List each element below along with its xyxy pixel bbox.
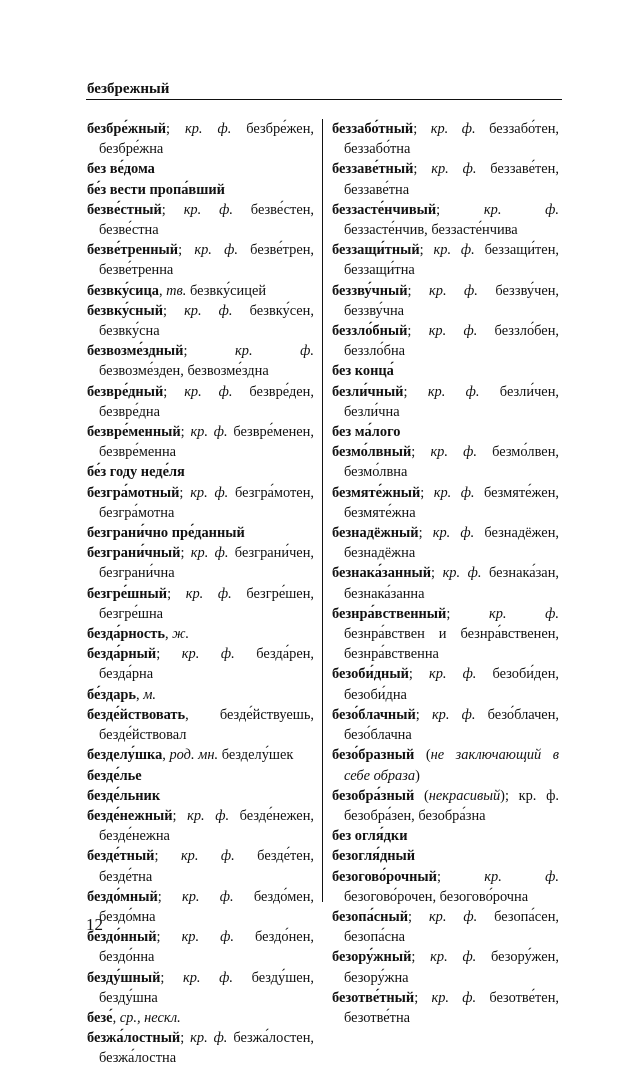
entry-headword: безнадёжный bbox=[332, 525, 419, 542]
entry-grammar-label: кр. ф. bbox=[442, 565, 482, 582]
entry-separator: , bbox=[136, 686, 144, 703]
entry-forms: безоби́ден, безоби́дна bbox=[344, 666, 559, 703]
entry-forms: безвозме́зден, безвозме́здна bbox=[99, 363, 269, 380]
entry-headword: бе́з году неде́ля bbox=[87, 464, 185, 481]
entry-separator: , bbox=[112, 1009, 120, 1026]
entry-grammar-label: кр. ф. bbox=[187, 807, 230, 824]
dictionary-entry bbox=[332, 604, 559, 665]
entry-headword: бе́з вести пропа́вший bbox=[87, 181, 225, 198]
entry-separator: ; bbox=[154, 848, 181, 865]
entry-forms: безнадёжен, безнадёжна bbox=[344, 525, 559, 562]
column-divider bbox=[322, 119, 323, 902]
entry-forms: безве́трен, безве́тренна bbox=[99, 242, 315, 279]
entry-headword: безвре́менный bbox=[87, 424, 181, 441]
header-rule bbox=[86, 99, 562, 100]
entry-forms: бездо́нен, бездо́нна bbox=[99, 929, 314, 966]
entry-grammar-label: м. bbox=[143, 686, 157, 703]
entry-separator: ; bbox=[407, 908, 429, 925]
dictionary-entry bbox=[87, 462, 314, 482]
dictionary-entry bbox=[332, 846, 559, 866]
entry-headword: беззву́чный bbox=[332, 282, 408, 299]
page-number: 12 bbox=[86, 915, 103, 934]
entry-separator: ( bbox=[414, 747, 431, 764]
dictionary-entry bbox=[87, 382, 314, 422]
entry-forms: беззаве́тен, беззаве́тна bbox=[344, 161, 559, 198]
entry-headword: безде́йствовать bbox=[87, 706, 186, 723]
dictionary-entry bbox=[87, 523, 314, 543]
dictionary-entry bbox=[332, 483, 559, 523]
entry-separator: ; bbox=[163, 302, 185, 319]
entry-headword: безотве́тный bbox=[332, 989, 415, 1006]
right-column bbox=[332, 119, 559, 1028]
entry-grammar-label: кр. ф. bbox=[184, 302, 233, 319]
entry-grammar-label: кр. ф. bbox=[235, 343, 314, 360]
dictionary-entry bbox=[87, 301, 314, 341]
entry-forms: безнра́вствен и безнра́вственен, безнра́вственна bbox=[344, 626, 559, 663]
entry-separator: ; bbox=[161, 201, 184, 218]
entry-grammar-label: кр. ф. bbox=[489, 605, 559, 622]
entry-headword: безвозме́здный bbox=[87, 343, 184, 360]
entry-separator: , bbox=[158, 282, 167, 299]
dictionary-entry bbox=[87, 745, 314, 765]
entry-headword: бездо́мный bbox=[87, 888, 158, 905]
entry-forms: бездо́мен, бездо́мна bbox=[99, 888, 314, 925]
entry-grammar-label: кр. ф. bbox=[181, 929, 234, 946]
entry-headword: беззасте́нчивый bbox=[332, 201, 437, 218]
entry-separator: ; bbox=[413, 121, 431, 137]
entry-separator: ; bbox=[160, 969, 183, 986]
entry-headword: безогля́дный bbox=[332, 848, 416, 865]
running-head: безбрежный bbox=[87, 81, 170, 97]
dictionary-entry bbox=[332, 988, 559, 1028]
entry-headword: безору́жный bbox=[332, 949, 412, 966]
entry-headword: беззабо́тный bbox=[332, 121, 414, 137]
entry-separator: ; bbox=[167, 585, 186, 602]
entry-forms: безнака́зан, безнака́занна bbox=[344, 565, 559, 602]
entry-headword: безграни́чно пре́данный bbox=[87, 525, 245, 542]
dictionary-entry bbox=[332, 947, 559, 987]
entry-forms: безграни́чен, безграни́чна bbox=[99, 545, 314, 582]
entry-separator: ; bbox=[419, 242, 434, 259]
entry-grammar-label: тв. bbox=[166, 282, 187, 299]
dictionary-entry bbox=[332, 907, 559, 947]
entry-separator: ; bbox=[420, 484, 434, 501]
entry-grammar-label: кр. ф. bbox=[430, 121, 476, 137]
entry-headword: безде́тный bbox=[87, 848, 155, 865]
dictionary-entry bbox=[87, 927, 314, 967]
dictionary-entry bbox=[87, 705, 314, 745]
dictionary-entry bbox=[332, 442, 559, 482]
entry-forms: безбре́жен, безбре́жна bbox=[99, 121, 314, 158]
entry-grammar-label: кр. ф. bbox=[483, 201, 559, 218]
entry-grammar-label: некрасивый bbox=[428, 787, 501, 804]
entry-grammar-label: кр. ф. bbox=[190, 484, 229, 501]
entry-separator: ; bbox=[436, 201, 484, 218]
entry-headword: без ве́дома bbox=[87, 161, 155, 178]
entry-forms: беззащи́тен, беззащи́тна bbox=[344, 242, 559, 279]
entry-separator: ; bbox=[418, 525, 433, 542]
entry-separator: ; bbox=[166, 121, 185, 137]
entry-grammar-label: кр. ф. bbox=[194, 242, 238, 259]
entry-grammar-label: кр. ф. bbox=[484, 868, 559, 885]
entry-grammar-label: кр. ф. bbox=[430, 949, 477, 966]
entry-headword: безо́блачный bbox=[332, 706, 416, 723]
entry-headword: безвре́дный bbox=[87, 383, 164, 400]
entry-grammar-label: кр. ф. bbox=[182, 969, 233, 986]
entry-headword: бездо́нный bbox=[87, 929, 157, 946]
entry-headword: без конца́ bbox=[332, 363, 394, 380]
entry-separator: ; bbox=[431, 565, 443, 582]
entry-grammar-label: не заключающий в себе образа bbox=[344, 747, 559, 784]
entry-grammar-label: кр. ф. bbox=[184, 383, 233, 400]
dictionary-entry bbox=[332, 382, 559, 422]
entry-forms: беззву́чен, беззву́чна bbox=[344, 282, 559, 319]
entry-forms: ); кр. ф. безобра́зен, безобра́зна bbox=[344, 787, 559, 824]
entry-forms: беззабо́тен, беззабо́тна bbox=[344, 121, 560, 158]
dictionary-entry bbox=[87, 766, 314, 786]
entry-headword: безда́рный bbox=[87, 646, 157, 663]
entry-headword: безделу́шка bbox=[87, 747, 163, 764]
entry-forms: безвре́менен, безвре́менна bbox=[99, 424, 314, 461]
entry-headword: безогово́рочный bbox=[332, 868, 437, 885]
entry-forms: безо́блачен, безо́блачна bbox=[344, 706, 559, 744]
entry-headword: без огля́дки bbox=[332, 828, 408, 845]
dictionary-entry bbox=[87, 685, 314, 705]
entry-grammar-label: кр. ф. bbox=[428, 323, 478, 340]
dictionary-entry bbox=[332, 745, 559, 785]
dictionary-entry bbox=[87, 543, 314, 583]
entry-headword: безде́лье bbox=[87, 767, 142, 784]
entry-separator: ; bbox=[403, 383, 428, 400]
entry-headword: безду́шный bbox=[87, 969, 161, 986]
entry-forms: безгре́шен, безгре́шна bbox=[99, 585, 314, 622]
entry-headword: безжа́лостный bbox=[87, 1030, 181, 1047]
dictionary-entry bbox=[87, 968, 314, 1008]
entry-grammar-label: кр. ф. bbox=[432, 525, 475, 542]
entry-headword: беззаве́тный bbox=[332, 161, 414, 178]
entry-separator: ; bbox=[156, 646, 182, 663]
entry-forms: безору́жен, безору́жна bbox=[344, 949, 559, 986]
dictionary-entry bbox=[87, 422, 314, 462]
entry-forms: безве́стен, безве́стна bbox=[99, 201, 315, 239]
dictionary-entry bbox=[87, 1028, 314, 1068]
entry-grammar-label: кр. ф. bbox=[190, 545, 229, 562]
entry-headword: безнра́вственный bbox=[332, 605, 447, 622]
entry-grammar-label: кр. ф. bbox=[433, 242, 475, 259]
entry-grammar-label: кр. ф. bbox=[429, 282, 478, 299]
entry-grammar-label: кр. ф. bbox=[431, 161, 477, 178]
entry-separator: ; bbox=[411, 949, 431, 966]
entry-grammar-label: кр. ф. bbox=[428, 666, 477, 683]
entry-forms: безмяте́жен, безмяте́жна bbox=[344, 484, 559, 521]
left-column bbox=[87, 119, 314, 1069]
entry-grammar-label: кр. ф. bbox=[433, 484, 475, 501]
entry-separator: ; bbox=[414, 989, 432, 1006]
entry-headword: безве́стный bbox=[87, 201, 162, 218]
entry-forms: безвку́сен, безвку́сна bbox=[99, 302, 314, 340]
dictionary-entry bbox=[332, 523, 559, 563]
entry-headword: без ма́лого bbox=[332, 424, 401, 441]
dictionary-entry bbox=[87, 1008, 314, 1028]
entry-forms: беззасте́нчив, беззасте́нчива bbox=[344, 222, 518, 239]
entry-separator: ; bbox=[172, 807, 188, 824]
entry-separator: ; bbox=[179, 484, 191, 501]
entry-grammar-label: ж. bbox=[172, 626, 190, 643]
entry-headword: безгре́шный bbox=[87, 585, 168, 602]
entry-separator: , bbox=[162, 747, 170, 764]
entry-forms: безделу́шек bbox=[218, 747, 294, 764]
entry-grammar-label: род. мн. bbox=[169, 747, 219, 764]
entry-headword: безда́рность bbox=[87, 626, 165, 643]
entry-separator: ; bbox=[411, 444, 431, 461]
entry-separator: ; bbox=[413, 161, 432, 178]
dictionary-entry bbox=[87, 644, 314, 684]
dictionary-entry bbox=[87, 240, 314, 280]
dictionary-entry bbox=[87, 341, 314, 381]
entry-headword: безоби́дный bbox=[332, 666, 409, 683]
entry-forms: безгра́мотен, безгра́мотна bbox=[99, 484, 314, 521]
entry-forms: безжа́лостен, безжа́лостна bbox=[99, 1030, 314, 1067]
dictionary-entry bbox=[332, 664, 559, 704]
entry-separator: ; bbox=[408, 666, 429, 683]
dictionary-entry bbox=[87, 887, 314, 927]
entry-forms: безли́чен, безли́чна bbox=[344, 383, 559, 420]
entry-grammar-label: кр. ф. bbox=[183, 201, 233, 218]
entry-separator: ; bbox=[180, 1030, 191, 1047]
dictionary-entry bbox=[87, 180, 314, 200]
entry-forms: беззло́бен, беззло́бна bbox=[344, 323, 559, 360]
entry-headword: безмяте́жный bbox=[332, 484, 421, 501]
entry-grammar-label: кр. ф. bbox=[181, 646, 235, 663]
entry-grammar-label: ср., нескл. bbox=[119, 1009, 181, 1026]
dictionary-entry bbox=[87, 483, 314, 523]
entry-separator: ; bbox=[183, 343, 236, 360]
entry-headword: безграни́чный bbox=[87, 545, 181, 562]
entry-headword: беззащи́тный bbox=[332, 242, 420, 259]
entry-separator: , bbox=[185, 706, 220, 723]
entry-forms: безотве́тен, безотве́тна bbox=[344, 989, 559, 1026]
entry-forms: безде́тен, безде́тна bbox=[99, 848, 314, 885]
entry-headword: безде́льник bbox=[87, 787, 161, 804]
dictionary-entry bbox=[87, 200, 314, 240]
dictionary-entry bbox=[87, 159, 314, 179]
dictionary-entry bbox=[332, 705, 559, 745]
entry-forms: безмо́лвен, безмо́лвна bbox=[344, 444, 559, 481]
entry-headword: бе́здарь bbox=[87, 686, 137, 703]
entry-forms: безду́шен, безду́шна bbox=[99, 969, 314, 1006]
entry-headword: безе́ bbox=[87, 1009, 113, 1026]
entry-headword: безве́тренный bbox=[87, 242, 179, 259]
entry-grammar-label: кр. ф. bbox=[190, 424, 228, 441]
entry-headword: безо́бразный bbox=[332, 747, 415, 764]
entry-headword: безвку́сица bbox=[87, 282, 159, 299]
entry-grammar-label: кр. ф. bbox=[190, 1030, 228, 1047]
dictionary-entry bbox=[332, 422, 559, 442]
entry-forms: безда́рен, безда́рна bbox=[99, 646, 315, 683]
entry-forms: безде́нежен, безде́нежна bbox=[99, 807, 314, 845]
entry-forms: безде́йствуешь, безде́йствовал bbox=[99, 706, 314, 744]
entry-forms: ) bbox=[415, 767, 420, 784]
dictionary-entry bbox=[332, 361, 559, 381]
dictionary-entry bbox=[87, 846, 314, 886]
entry-headword: безбре́жный bbox=[87, 121, 167, 137]
dictionary-entry bbox=[332, 159, 559, 199]
entry-grammar-label: кр. ф. bbox=[430, 444, 477, 461]
entry-grammar-label: кр. ф. bbox=[180, 848, 235, 865]
entry-separator: ; bbox=[180, 424, 191, 441]
entry-separator: ; bbox=[163, 383, 185, 400]
entry-headword: безопа́сный bbox=[332, 908, 408, 925]
entry-separator: ; bbox=[178, 242, 195, 259]
entry-headword: безобра́зный bbox=[332, 787, 415, 804]
dictionary-entry bbox=[332, 563, 559, 603]
dictionary-entry bbox=[332, 321, 559, 361]
entry-separator: ( bbox=[414, 787, 429, 804]
entry-headword: безгра́мотный bbox=[87, 484, 180, 501]
entry-grammar-label: кр. ф. bbox=[431, 706, 476, 723]
entry-separator: ; bbox=[156, 929, 182, 946]
dictionary-entry bbox=[332, 826, 559, 846]
entry-grammar-label: кр. ф. bbox=[431, 989, 477, 1006]
entry-headword: безвку́сный bbox=[87, 302, 163, 319]
entry-separator: ; bbox=[407, 282, 430, 299]
entry-grammar-label: кр. ф. bbox=[428, 908, 478, 925]
entry-separator: , bbox=[164, 626, 173, 643]
entry-headword: безде́нежный bbox=[87, 807, 173, 824]
entry-separator: ; bbox=[415, 706, 432, 723]
entry-separator: ; bbox=[180, 545, 191, 562]
entry-grammar-label: кр. ф. bbox=[185, 585, 232, 602]
dictionary-entry bbox=[332, 281, 559, 321]
entry-separator: ; bbox=[446, 605, 489, 622]
entry-grammar-label: кр. ф. bbox=[427, 383, 480, 400]
dictionary-entry bbox=[332, 200, 559, 240]
entry-forms: безвре́ден, безвре́дна bbox=[99, 383, 314, 420]
entry-headword: безли́чный bbox=[332, 383, 404, 400]
entry-separator: ; bbox=[157, 888, 182, 905]
entry-headword: безнака́занный bbox=[332, 565, 432, 582]
dictionary-entry bbox=[87, 584, 314, 624]
entry-grammar-label: кр. ф. bbox=[184, 121, 232, 137]
dictionary-entry bbox=[332, 786, 559, 826]
dictionary-entry bbox=[332, 119, 559, 159]
entry-forms: безопа́сен, безопа́сна bbox=[344, 908, 559, 946]
entry-grammar-label: кр. ф. bbox=[182, 888, 234, 905]
dictionary-entry bbox=[87, 806, 314, 846]
entry-headword: безмо́лвный bbox=[332, 444, 412, 461]
entry-forms: безвку́сицей bbox=[186, 282, 267, 299]
dictionary-entry bbox=[332, 867, 559, 907]
dictionary-entry bbox=[87, 119, 314, 159]
dictionary-entry bbox=[87, 786, 314, 806]
dictionary-entry bbox=[87, 624, 314, 644]
entry-separator: ; bbox=[436, 868, 485, 885]
entry-forms: безогово́рочен, безогово́рочна bbox=[344, 888, 529, 905]
entry-separator: ; bbox=[407, 323, 429, 340]
entry-headword: беззло́бный bbox=[332, 323, 408, 340]
dictionary-entry bbox=[87, 281, 314, 301]
dictionary-entry bbox=[332, 240, 559, 280]
